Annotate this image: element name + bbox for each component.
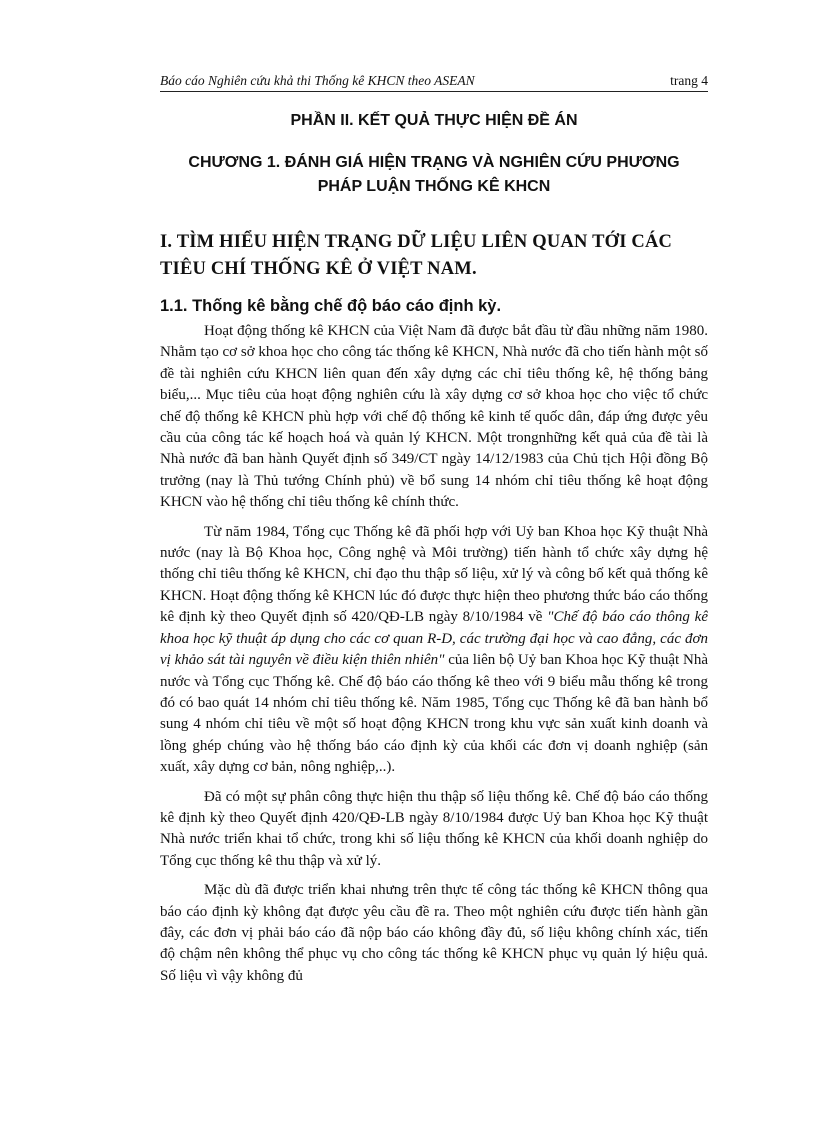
paragraph-2 — [160, 522, 708, 779]
subsection-title: 1.1. Thống kê bằng chế độ báo cáo định kỳ. — [160, 297, 502, 315]
paragraph-3: Đã có một sự phân công thực hiện thu thập số liệu thống kê. Chế độ báo cáo thống kê định kỳ theo Quyết định 420/QĐ-LB ngày 8/10/1984 được Uỷ ban Khoa học Kỹ thuật Nhà nước triển khai tổ chức, trong khi số liệu thống kê KHCN của khối doanh nghiệp do Tổng cục thống kê thu thập và xử lý. — [160, 788, 708, 869]
part-title: PHẦN II. KẾT QUẢ THỰC HIỆN ĐỀ ÁN — [290, 112, 578, 129]
body-text — [160, 321, 708, 995]
paragraph-1: Hoạt động thống kê KHCN của Việt Nam đã được bắt đầu từ đầu những năm 1980. Nhằm tạo cơ sở khoa học cho công tác thống kê KHCN, Nhà nước đã cho tiến hành một số đề tài nghiên cứu KHCN liên quan đến xây dựng các chỉ tiêu thống kê, hệ thống bảng biểu,... Mục tiêu của hoạt động nghiên cứu là xây dựng cơ sở khoa học cho việc tổ chức chế độ thống kê KHCN phù hợp với chế độ thống kê kinh tế quốc dân, đáp ứng được yêu cầu của công tác kế hoạch hoá và quản lý KHCN. Một trongnhững kết quả của đề tài là Nhà nước đã ban hành Quyết định số 349/CT ngày 14/12/1983 của Chủ tịch Hội đồng Bộ trưởng (nay là Thủ tướng Chính phủ) về bổ sung 14 nhóm chỉ tiêu thống kê hoạt động KHCN vào hệ thống chỉ tiêu thống kê chính thức. — [160, 323, 708, 511]
decision-title-quote: "Chế độ báo cáo thông kê khoa học kỹ thuật áp dụng cho các cơ quan R-D, các trường đại học và cao đẳng, các đơn vị khảo sát tài nguyên về điều kiện thiên nhiên" — [160, 609, 708, 669]
chapter-title: CHƯƠNG 1. ĐÁNH GIÁ HIỆN TRẠNG VÀ NGHIÊN CỨU PHƯƠNG PHÁP LUẬN THỐNG KÊ KHCN — [188, 154, 680, 195]
paragraph-2-text-end: của liên bộ Uỷ ban Khoa học Kỹ thuật Nhà nước và Tổng cục Thống kê. Chế độ báo cáo thống kê theo với 9 biểu mẫu thống kê trong đó có bao quát 14 nhóm chỉ tiêu thống kê. Năm 1985, Tổng cục Thống kê đã ban hành bổ sung 4 nhóm chỉ tiêu về một số hoạt động KHCN trong khu vực sản xuất kinh doanh và lồng ghép chúng vào hệ thống báo cáo định kỳ của khối các đơn vị doanh nghiệp (sản xuất, xây dựng cơ bản, nông nghiệp,..). — [160, 652, 708, 776]
paragraph-4: Mặc dù đã được triển khai nhưng trên thực tế công tác thống kê KHCN thông qua báo cáo định kỳ không đạt được yêu cầu đề ra. Theo một nghiên cứu được tiến hành gần đây, các đơn vị phải báo cáo đã nộp báo cáo không đầy đủ, số liệu không chính xác, tiến độ chậm nên không thể phục vụ cho công tác thống kê KHCN phục vụ quản lý hiệu quả. Số liệu vì vậy không đủ — [160, 882, 708, 984]
paragraph-2-text-start: Từ năm 1984, Tổng cục Thống kê đã phối hợp với Uỷ ban Khoa học Kỹ thuật Nhà nước (nay là Bộ Khoa học, Công nghệ và Môi trường) tiến hành tổ chức xây dựng hệ thống chỉ tiêu thống kê KHCN, chỉ đạo thu thập số liệu, xử lý và công bố kết quả thống kê KHCN. Hoạt động thống kê KHCN lúc đó được thực hiện theo phương thức báo cáo thống kê định kỳ theo Quyết định số 420/QĐ-LB ngày 8/10/1984 về — [160, 523, 708, 626]
page-header — [160, 73, 708, 92]
running-title: Báo cáo Nghiên cứu khả thi Thống kê KHCN theo ASEAN — [160, 73, 475, 88]
page-number: trang 4 — [670, 73, 708, 88]
section-title: I. TÌM HIỂU HIỆN TRẠNG DỮ LIỆU LIÊN QUAN TỚI CÁC TIÊU CHÍ THỐNG KÊ Ở VIỆT NAM. — [160, 232, 673, 279]
